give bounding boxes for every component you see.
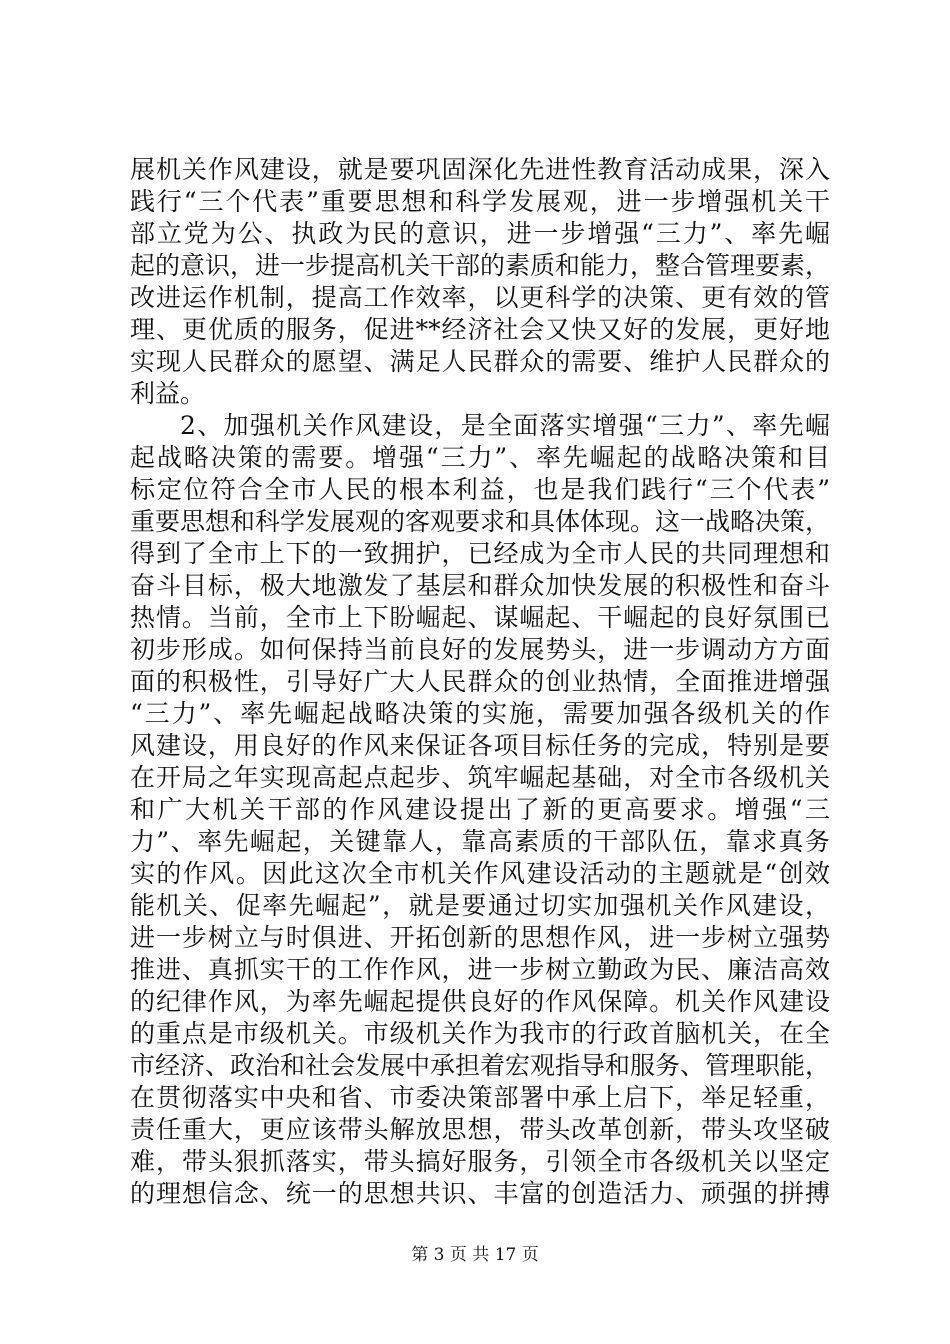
text-line: 市经济、政治和社会发展中承担着宏观指导和服务、管理职能， — [130, 1051, 831, 1080]
text-line: 利益。 — [130, 379, 206, 408]
page-number-footer: 第 3 页 共 17 页 — [411, 1245, 539, 1265]
text-line: 部立党为公、执政为民的意识，进一步增强“三力”、率先崛 — [130, 219, 830, 248]
text-line: 展机关作风建设，就是要巩固深化先进性教育活动成果，深入 — [130, 155, 830, 184]
text-line: 起的意识，进一步提高机关干部的素质和能力，整合管理要素， — [130, 251, 831, 280]
text-line: 在贯彻落实中央和省、市委决策部署中承上启下，举足轻重， — [130, 1083, 830, 1112]
text-line: 得到了全市上下的一致拥护，已经成为全市人民的共同理想和 — [130, 539, 830, 568]
text-line: 推进、真抓实干的工作作风，进一步树立勤政为民、廉洁高效 — [130, 955, 830, 984]
text-line: 在开局之年实现高起点起步、筑牢崛起基础，对全市各级机关 — [130, 763, 830, 792]
text-line: 的重点是市级机关。市级机关作为我市的行政首脑机关，在全 — [130, 1019, 830, 1048]
paragraph-start-line: 2、加强机关作风建设，是全面落实增强“三力”、率先崛 — [180, 411, 830, 440]
text-line: 责任重大，更应该带头解放思想，带头改革创新，带头攻坚破 — [130, 1115, 830, 1144]
text-line: 难，带头狠抓落实，带头搞好服务，引领全市各级机关以坚定 — [130, 1147, 830, 1176]
text-line: 初步形成。如何保持当前良好的发展势头，进一步调动方方面 — [130, 635, 830, 664]
text-line: 和广大机关干部的作风建设提出了新的更高要求。增强“三 — [130, 795, 830, 824]
text-line: 的纪律作风，为率先崛起提供良好的作风保障。机关作风建设 — [130, 987, 830, 1016]
text-line: 实的作风。因此这次全市机关作风建设活动的主题就是“创效 — [130, 859, 830, 888]
text-line: 力”、率先崛起，关键靠人，靠高素质的干部队伍，靠求真务 — [130, 827, 830, 856]
text-line: “三力”、率先崛起战略决策的实施，需要加强各级机关的作 — [130, 699, 830, 728]
text-line: 热情。当前，全市上下盼崛起、谋崛起、干崛起的良好氛围已 — [130, 603, 830, 632]
text-line: 风建设，用良好的作风来保证各项目标任务的完成，特别是要 — [130, 731, 830, 760]
text-line: 进一步树立与时俱进、开拓创新的思想作风，进一步树立强势 — [130, 923, 830, 952]
text-line: 能机关、促率先崛起”，就是要通过切实加强机关作风建设， — [130, 891, 830, 920]
text-line: 改进运作机制，提高工作效率，以更科学的决策、更有效的管 — [130, 283, 830, 312]
text-line: 奋斗目标，极大地激发了基层和群众加快发展的积极性和奋斗 — [130, 571, 830, 600]
text-line: 标定位符合全市人民的根本利益，也是我们践行“三个代表” — [130, 475, 830, 504]
text-line: 践行“三个代表”重要思想和科学发展观，进一步增强机关干 — [130, 187, 830, 216]
text-line: 重要思想和科学发展观的客观要求和具体体现。这一战略决策， — [130, 507, 831, 536]
body-text — [130, 154, 830, 1210]
text-line: 面的积极性，引导好广大人民群众的创业热情，全面推进增强 — [130, 667, 830, 696]
text-line: 起战略决策的需要。增强“三力”、率先崛起的战略决策和目 — [130, 443, 830, 472]
text-line: 的理想信念、统一的思想共识、丰富的创造活力、顽强的拼搏 — [130, 1179, 830, 1208]
text-line: 理、更优质的服务，促进**经济社会又快又好的发展，更好地 — [130, 315, 830, 344]
text-line: 实现人民群众的愿望、满足人民群众的需要、维护人民群众的 — [130, 347, 830, 376]
